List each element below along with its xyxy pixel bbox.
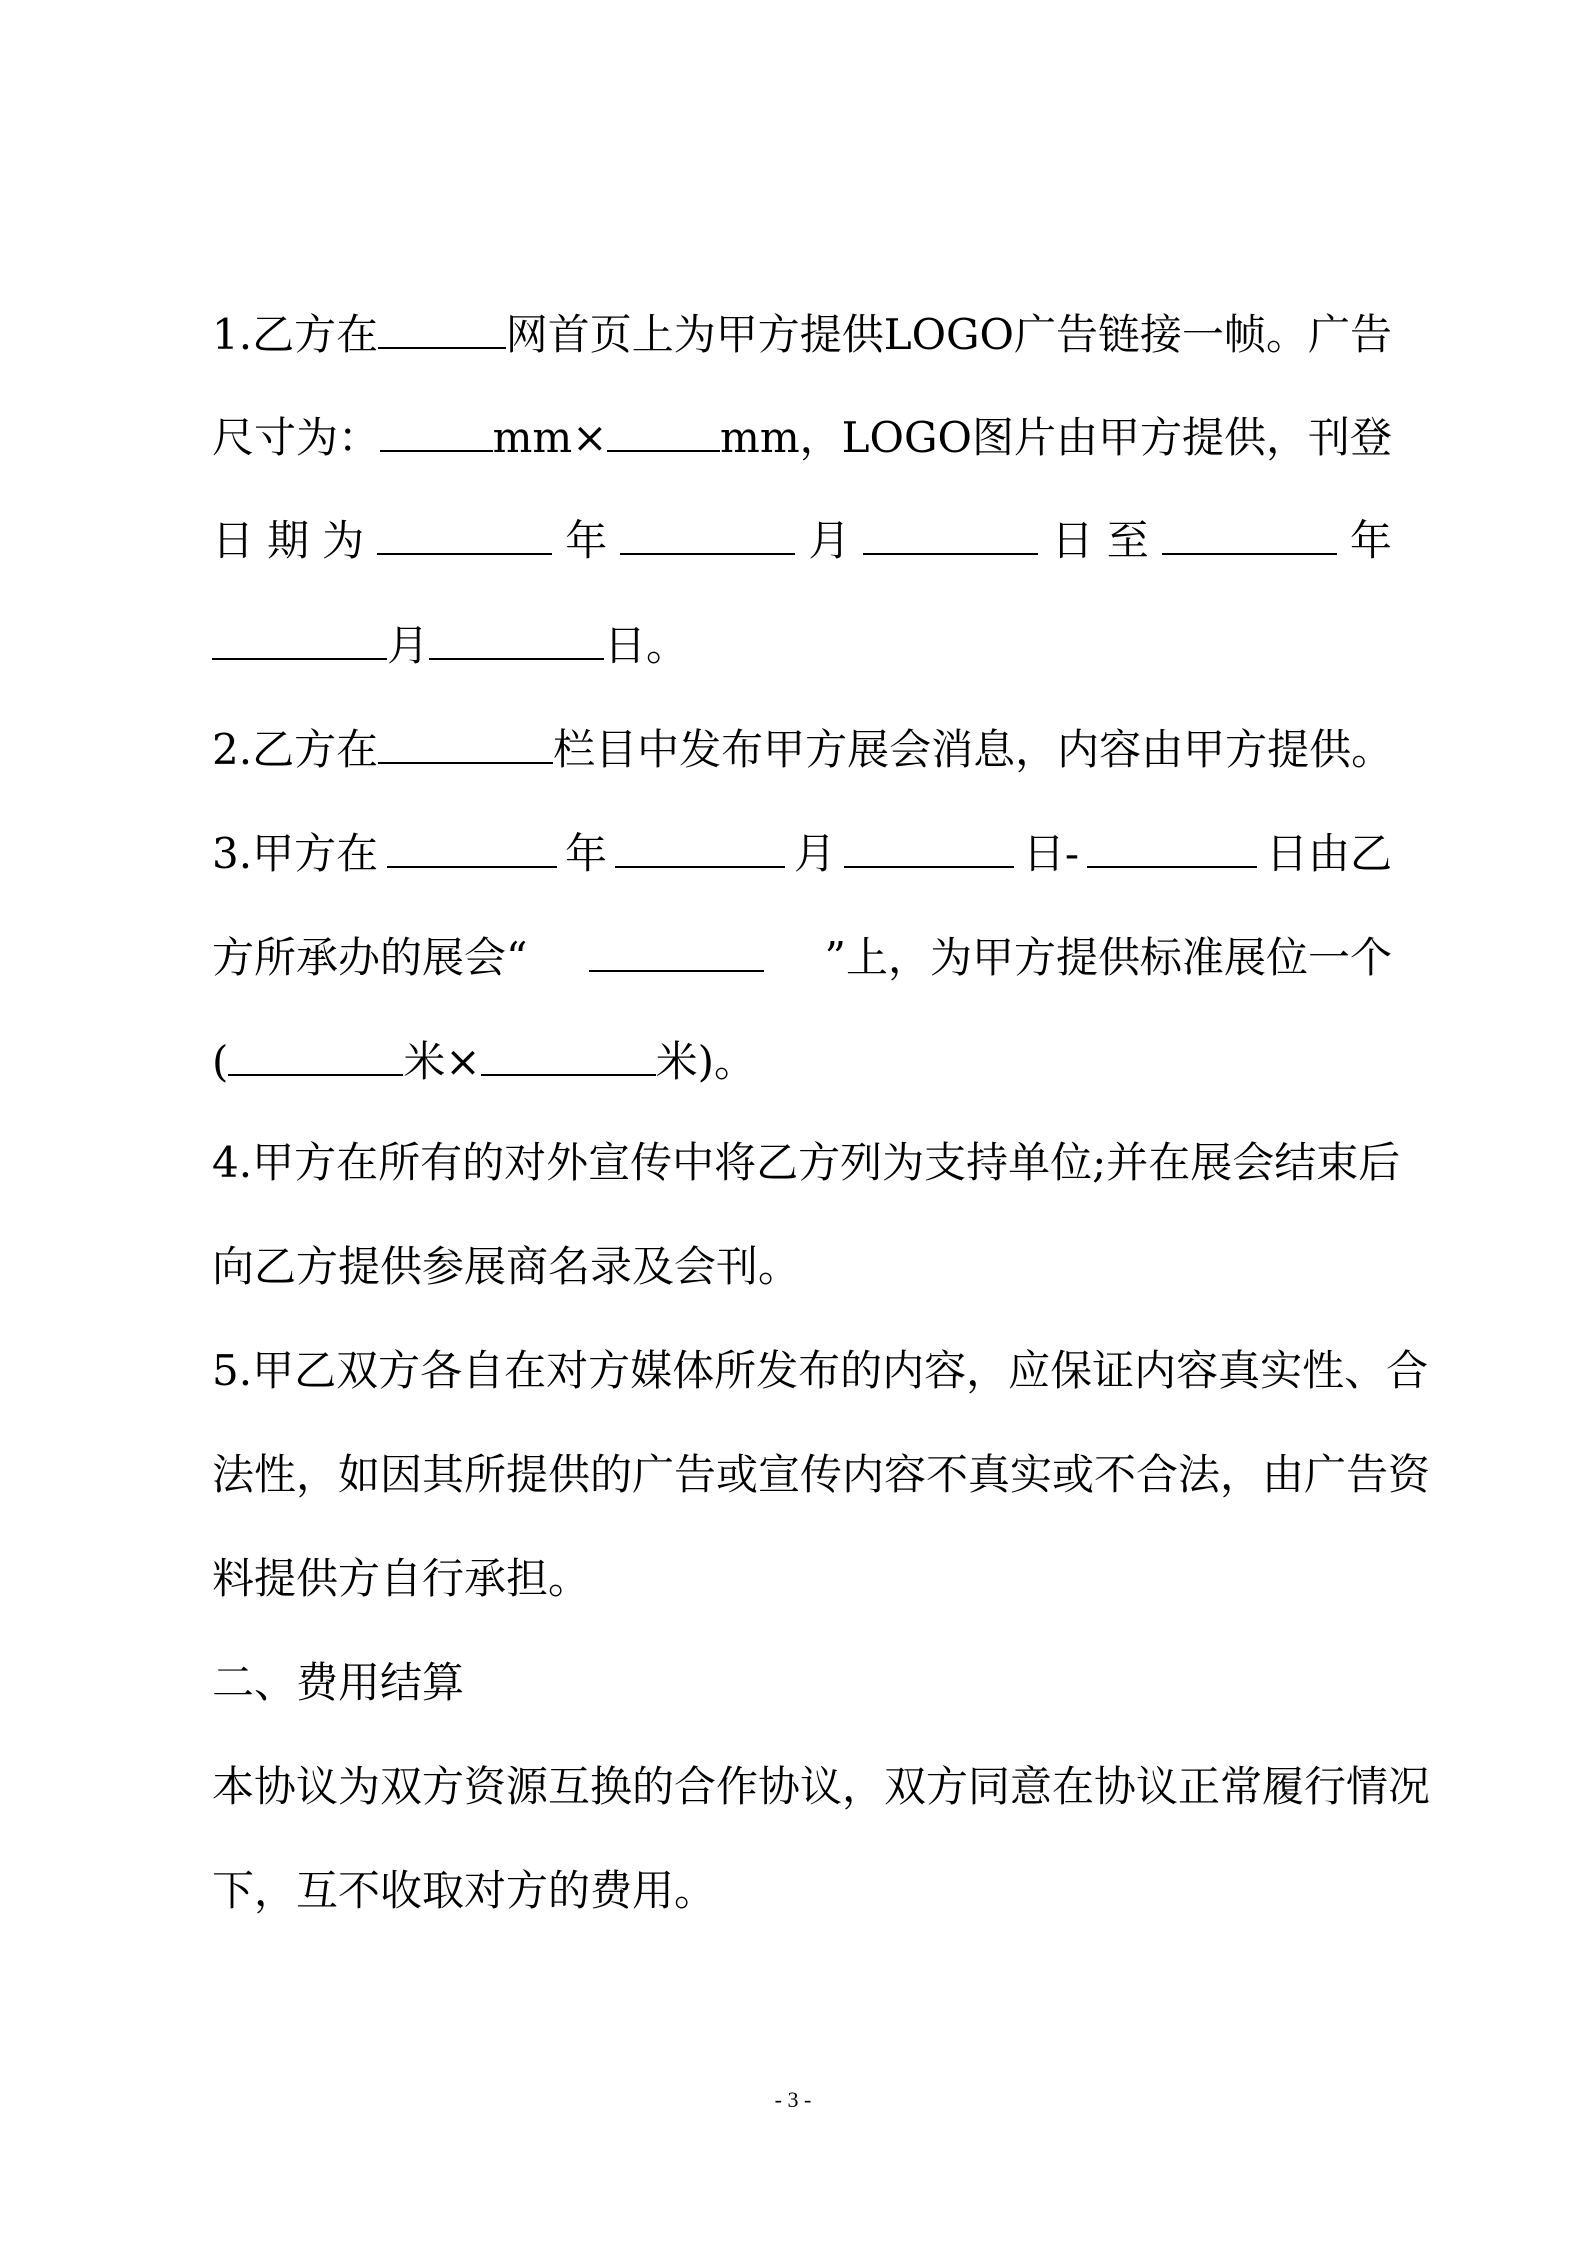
item3-month: 月 (793, 829, 836, 878)
item2-prefix: 2.乙方在 (212, 725, 379, 774)
column-name-blank (378, 718, 553, 764)
item3-expo-prefix: 方所承办的展会“ (212, 933, 528, 982)
item1-month1: 月 (808, 516, 851, 565)
booth-width-blank (228, 1030, 403, 1076)
section2-line1: 本协议为双方资源互换的合作协议，双方同意在协议正常履行情况 (212, 1762, 1431, 1811)
item2-suffix: 栏目中发布甲方展会消息，内容由甲方提供。 (553, 725, 1394, 774)
item3-year: 年 (564, 829, 607, 878)
item1-line1-prefix: 1.乙方在 (212, 310, 379, 359)
item3-prefix: 3.甲方在 (212, 829, 379, 878)
item5-line3: 料提供方自行承担。 (212, 1554, 591, 1603)
item1-ri-char: 日 (212, 516, 255, 565)
item1-size-label: 尺寸为： (212, 413, 381, 462)
expo-end-day-blank (1087, 822, 1257, 868)
item1-year1: 年 (565, 516, 608, 565)
item1-day-to: 日 至 (1051, 516, 1149, 565)
section2-heading: 二、费用结算 (212, 1658, 465, 1707)
item2-line (212, 718, 1392, 778)
item3-day-dash: 日- (1022, 829, 1080, 878)
item4-line2: 向乙方提供参展商名录及会刊。 (212, 1242, 801, 1291)
item5-line2: 法性，如因其所提供的广告或宣传内容不真实或不合法，由广告资 (212, 1450, 1431, 1499)
item3-line1 (212, 822, 1392, 882)
item1-day-end: 日。 (604, 621, 689, 670)
item3-paren-open: ( (212, 1037, 229, 1086)
end-year-blank (1162, 509, 1337, 555)
item1-mm-times: mm× (492, 413, 608, 462)
ad-width-blank (380, 406, 493, 452)
item1-line3 (212, 509, 1392, 569)
item1-line2 (212, 406, 1392, 466)
website-name-blank (378, 303, 506, 349)
expo-name-blank (589, 926, 764, 972)
expo-month-blank (615, 822, 785, 868)
item3-meter-close: 米)。 (655, 1037, 756, 1086)
page-number: - 3 - (774, 2087, 812, 2112)
ad-height-blank (607, 406, 720, 452)
item1-line4 (212, 614, 1392, 674)
item4-line1: 4.甲方在所有的对外宣传中将乙方列为支持单位;并在展会结束后 (212, 1138, 1401, 1187)
item1-year2: 年 (1349, 516, 1392, 565)
item1-month2: 月 (387, 621, 430, 670)
item3-line1-suffix: 日由乙 (1265, 829, 1392, 878)
expo-year-blank (387, 822, 557, 868)
item5-line1: 5.甲乙双方各自在对方媒体所发布的内容，应保证内容真实性、合 (212, 1346, 1429, 1395)
item3-line2 (212, 926, 1392, 986)
item1-wei-char: 为 (322, 516, 365, 565)
item3-meter-times: 米× (403, 1037, 481, 1086)
start-year-blank (377, 509, 552, 555)
section2-line2: 下，互不收取对方的费用。 (212, 1866, 717, 1915)
item3-expo-suffix: ”上，为甲方提供标准展位一个 (824, 933, 1392, 982)
start-month-blank (620, 509, 795, 555)
booth-depth-blank (481, 1030, 656, 1076)
end-day-blank (429, 614, 604, 660)
start-day-blank (863, 509, 1038, 555)
item1-line1-text: 网首页上为甲方提供LOGO广告链接一帧。广告 (505, 310, 1392, 359)
item1-line1 (212, 303, 1392, 363)
expo-start-day-blank (844, 822, 1014, 868)
item1-qi-char: 期 (267, 516, 310, 565)
end-month-blank (212, 614, 387, 660)
item3-line3 (212, 1030, 1392, 1090)
item1-line2-text: mm，LOGO图片由甲方提供，刊登 (720, 413, 1392, 462)
